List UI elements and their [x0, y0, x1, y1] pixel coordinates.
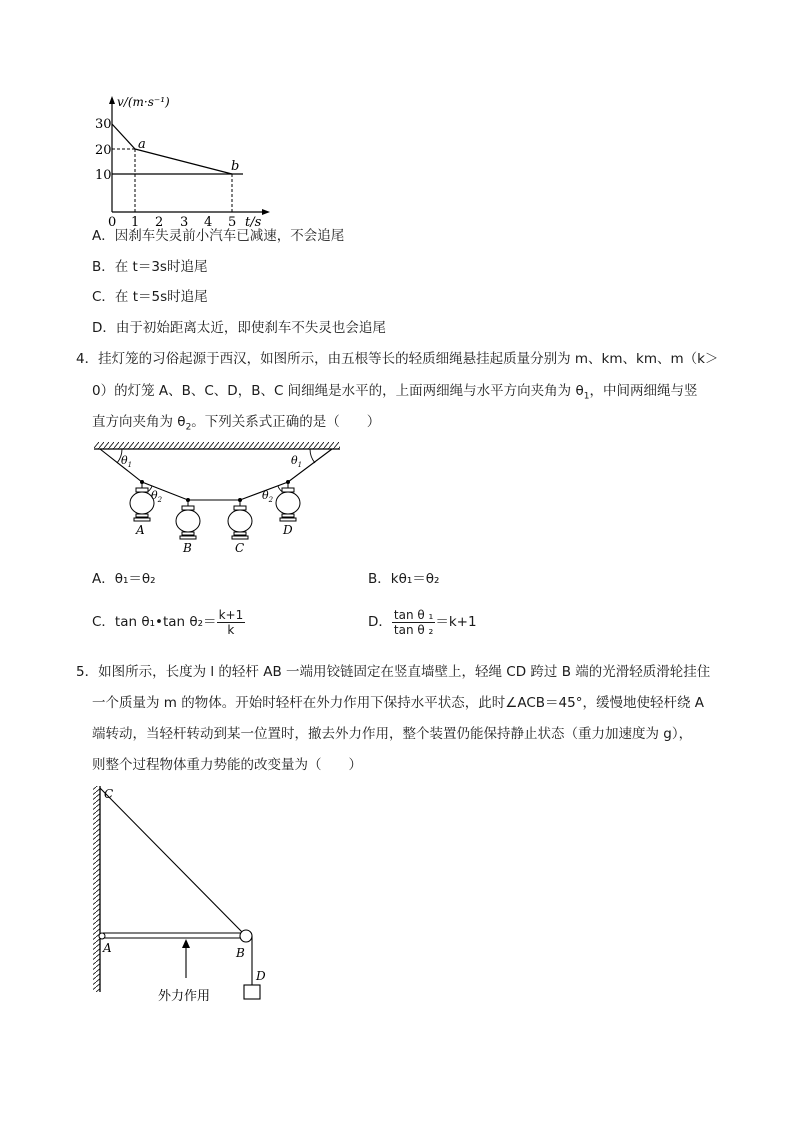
label-a: A [103, 941, 112, 955]
q4-option-d-suffix: ＝k+1 [435, 614, 477, 630]
wall-hatch [93, 786, 100, 992]
force-arrow-head [182, 939, 190, 948]
theta2-left-label: $\theta_2$ [151, 489, 163, 504]
point-b-label: b [231, 159, 240, 174]
label-d: D [283, 523, 293, 537]
point-a-label: a [138, 137, 146, 152]
q3-option-c: C．在 t＝5s时追尾 [92, 289, 208, 305]
q4-option-d-den: tan θ ₂ [393, 622, 434, 637]
ceiling-hatch [94, 442, 340, 449]
y-tick-10: 10 [95, 168, 112, 183]
vt-graph [95, 92, 280, 227]
lantern-b [176, 500, 200, 539]
rod-pulley-figure [90, 782, 290, 1010]
q4-line-3-text: 直方向夹角为 θ [92, 414, 186, 430]
q4-option-d [368, 604, 477, 640]
q4-option-d-fraction [392, 608, 435, 637]
q4-line-2-text: 0）的灯笼 A、B、C、D，B、C 间细绳是水平的，上面两细绳与水平方向夹角为 θ [92, 383, 584, 399]
line-segment-start [112, 124, 135, 149]
y-tick-30: 30 [95, 117, 112, 132]
q4-option-c-num: k+1 [218, 607, 244, 622]
x-axis-label: t/s [245, 215, 262, 227]
q3-option-a: A．因刹车失灵前小汽车已减速，不会追尾 [92, 228, 345, 244]
theta2-right-label: $\theta_2$ [262, 489, 274, 504]
q3-option-d: D．由于初始距离太近，即使刹车不失灵也会追尾 [92, 320, 386, 336]
rope-cb [100, 788, 242, 932]
q4-sub-1: 1 [583, 391, 590, 402]
q4-option-d-prefix: D． [368, 614, 392, 630]
label-b: B [183, 541, 192, 555]
label-c: C [235, 541, 245, 555]
force-label: 外力作用 [158, 989, 211, 1004]
q5-line-4: 则整个过程物体重力势能的改变量为（ ） [92, 757, 362, 773]
q4-sub-2: 2 [185, 422, 192, 433]
lantern-c [228, 500, 252, 539]
label-c: C [104, 787, 114, 801]
q4-line-3 [92, 412, 380, 438]
theta1-right-label: $\theta_1$ [291, 454, 303, 469]
q4-option-c-den: k [227, 622, 235, 637]
q5-line-3: 端转动，当轻杆转动到某一位置时，撤去外力作用，整个装置仍能保持静止状态（重力加速度为 g）， [92, 726, 693, 742]
y-axis-arrow [109, 96, 115, 104]
label-a: A [136, 523, 145, 537]
y-axis-label: v/(m·s⁻¹) [117, 95, 170, 109]
weight-box [244, 985, 260, 999]
q4-option-a: A．θ₁＝θ₂ [92, 571, 156, 587]
label-b: B [236, 946, 245, 960]
q4-option-c [92, 604, 245, 640]
y-tick-20: 20 [95, 143, 112, 158]
q4-line-3-tail: 。下列关系式正确的是（ ） [191, 414, 381, 430]
x-tick-2: 2 [155, 215, 164, 227]
q4-line-2-tail: ，中间两细绳与竖 [589, 383, 698, 399]
hinge-a [99, 933, 105, 939]
q4-option-c-fraction [217, 608, 246, 637]
q5-line-2: 一个质量为 m 的物体。开始时轻杆在外力作用下保持水平状态，此时∠ACB＝45°，缓慢地使轻杆绕 A [92, 695, 704, 711]
x-tick-5: 5 [228, 215, 237, 227]
lantern-d [276, 482, 300, 521]
q4-line-2 [92, 381, 697, 407]
q5-line-1: 5．如图所示，长度为 l 的轻杆 AB 一端用铰链固定在竖直墙壁上，轻绳 CD 跨过 B 端的光滑轻质滑轮挂住 [76, 664, 711, 680]
x-tick-4: 4 [204, 215, 213, 227]
pulley-b [240, 930, 252, 942]
label-d: D [256, 969, 266, 983]
q4-option-d-num: tan θ ₁ [393, 607, 434, 622]
x-tick-0: 0 [108, 215, 117, 227]
x-tick-1: 1 [131, 215, 140, 227]
q3-option-b: B．在 t＝3s时追尾 [92, 259, 208, 275]
line-a-to-b [135, 149, 232, 174]
q4-line-1: 4．挂灯笼的习俗起源于西汉，如图所示，由五根等长的轻质细绳悬挂起质量分别为 m、km、km、m（k＞ [76, 351, 719, 367]
lantern-figure [94, 442, 342, 557]
q4-option-c-prefix: C．tan θ₁•tan θ₂＝ [92, 614, 217, 630]
theta1-right-arc [310, 449, 315, 463]
q4-option-b: B．kθ₁＝θ₂ [368, 571, 440, 587]
x-tick-3: 3 [180, 215, 189, 227]
theta1-left-label: $\theta_1$ [121, 454, 133, 469]
x-axis-arrow [262, 209, 270, 215]
